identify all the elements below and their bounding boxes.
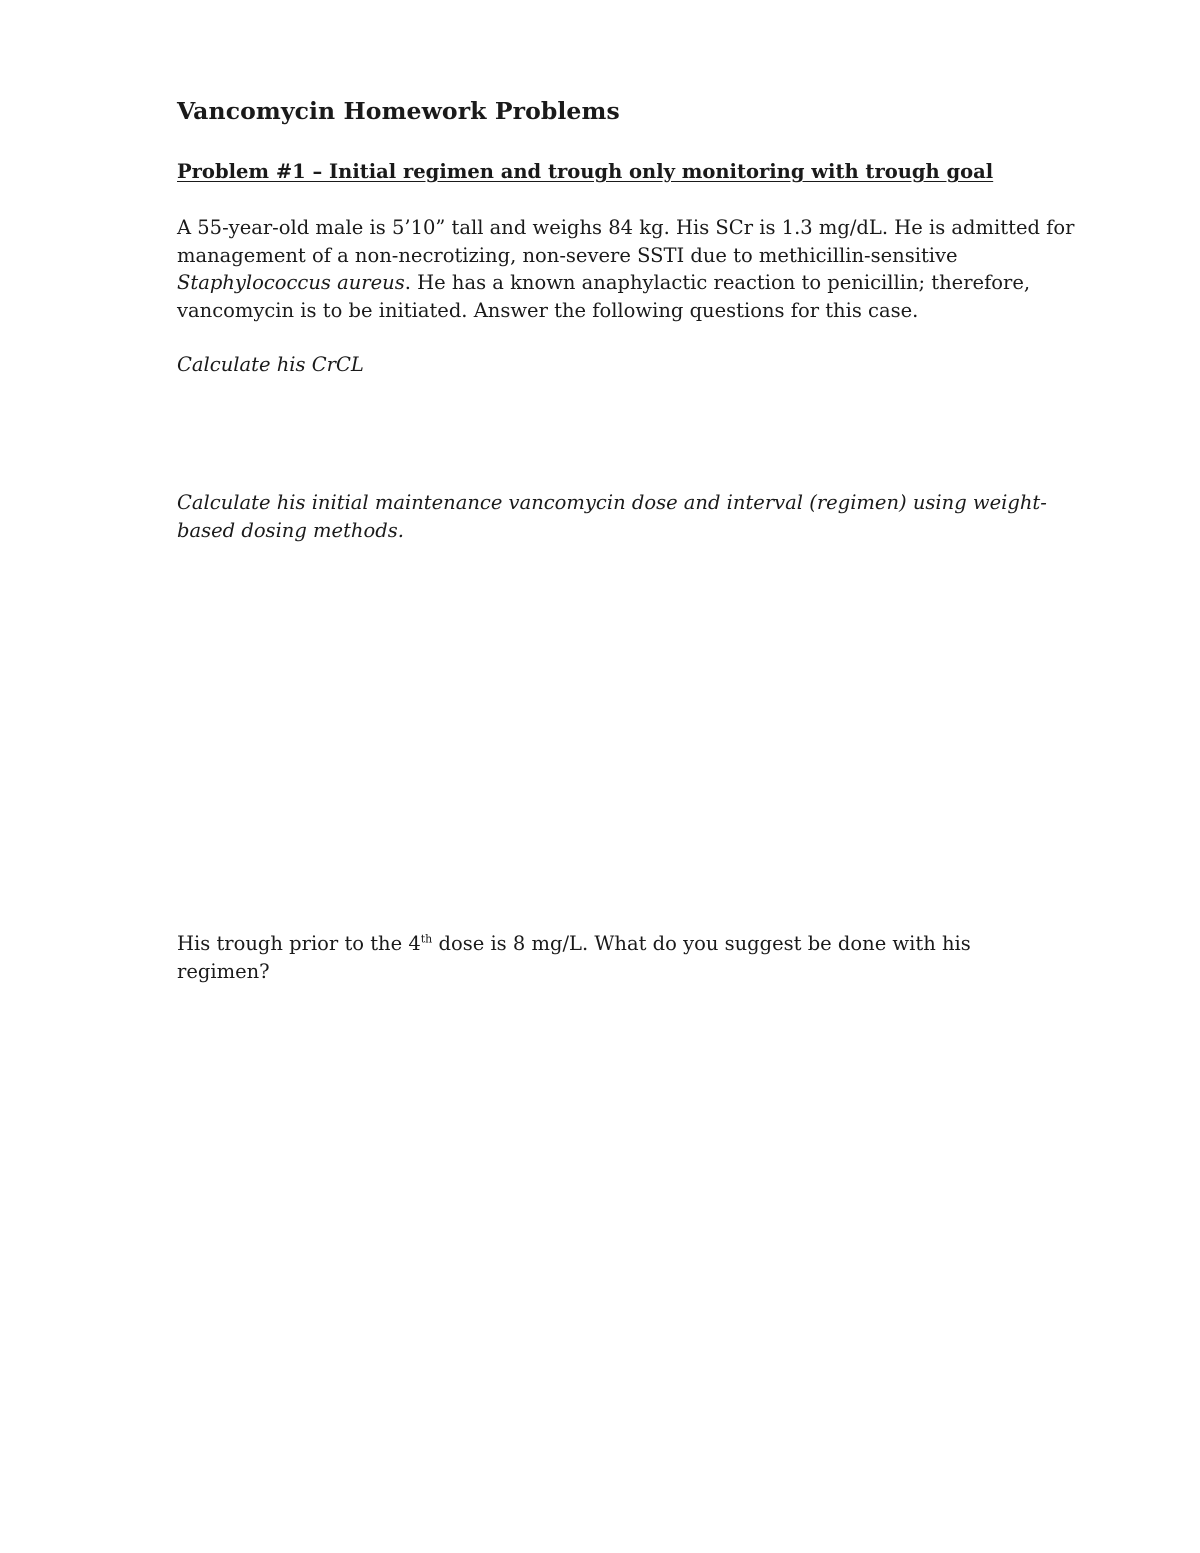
case-paragraph (177, 214, 1077, 324)
case-line-2: management of a non-necrotizing, non-severe SSTI due to methicillin-sensitive (177, 243, 958, 267)
problem-heading: Problem #1 – Initial regimen and trough only monitoring with trough goal (177, 160, 994, 183)
question-trough-line-1 (177, 930, 1077, 958)
document-title: Vancomycin Homework Problems (177, 97, 620, 125)
case-line-1: A 55-year-old male is 5’10” tall and weighs 84 kg. His SCr is 1.3 mg/dL. He is admitted for (177, 216, 1075, 239)
question-trough (177, 930, 1077, 985)
question-crcl: Calculate his CrCL (177, 353, 364, 376)
case-line-3-rest: . He has a known anaphylactic reaction to penicillin; therefore, (404, 271, 1031, 294)
case-line-4: vancomycin is to be initiated. Answer the following questions for this case. (177, 298, 919, 322)
trough-suffix: dose is 8 mg/L. What do you suggest be done with his (432, 932, 971, 955)
organism-name: Staphylococcus aureus (177, 271, 405, 294)
question-dose-line-1: Calculate his initial maintenance vancomycin dose and interval (regimen) using weight- (177, 491, 1047, 514)
case-line-3 (177, 269, 1077, 297)
ordinal-superscript: th (420, 932, 433, 946)
question-trough-line-2: regimen? (177, 959, 270, 983)
question-dose-line-2: based dosing methods. (177, 518, 404, 542)
question-dose-regimen (177, 489, 1077, 544)
trough-prefix: His trough prior to the 4 (177, 932, 421, 955)
